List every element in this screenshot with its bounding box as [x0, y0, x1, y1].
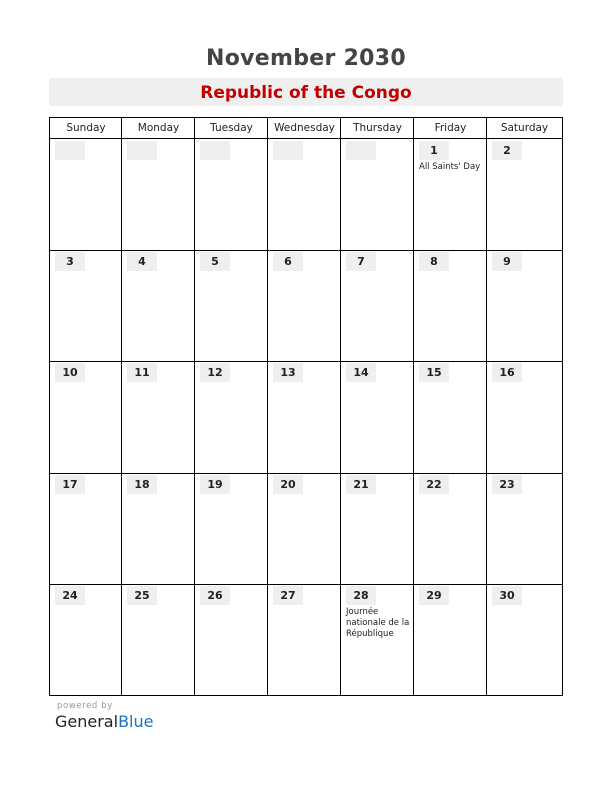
day-number: 25 [127, 586, 157, 605]
holiday-label: All Saints' Day [419, 162, 481, 172]
weekday-header: Friday [434, 122, 467, 134]
day-number: 2 [492, 141, 522, 160]
day-number: 28 [346, 586, 376, 605]
day-number: 24 [55, 586, 85, 605]
day-cell[interactable] [195, 250, 268, 361]
day-number [346, 141, 376, 160]
day-cell[interactable] [268, 361, 341, 472]
day-cell[interactable] [195, 473, 268, 584]
day-number: 9 [492, 252, 522, 271]
day-number: 26 [200, 586, 230, 605]
day-number [273, 141, 303, 160]
brand-name-part2: Blue [118, 712, 154, 731]
day-cell[interactable] [195, 584, 268, 695]
day-number: 10 [55, 363, 85, 382]
day-number: 14 [346, 363, 376, 382]
generalblue-logo[interactable] [55, 712, 153, 731]
day-cell[interactable] [122, 473, 195, 584]
day-cell[interactable] [195, 361, 268, 472]
day-number: 17 [55, 475, 85, 494]
day-cell [268, 139, 341, 250]
weekday-header: Saturday [500, 122, 549, 134]
day-number: 27 [273, 586, 303, 605]
day-number [55, 141, 85, 160]
day-cell[interactable] [341, 250, 414, 361]
day-cell[interactable] [487, 361, 562, 472]
day-number: 19 [200, 475, 230, 494]
day-number: 8 [419, 252, 449, 271]
day-number: 22 [419, 475, 449, 494]
holiday-label: Journée nationale de la République [346, 607, 410, 639]
day-number: 29 [419, 586, 449, 605]
day-cell[interactable] [50, 584, 122, 695]
day-number: 18 [127, 475, 157, 494]
day-cell[interactable] [122, 250, 195, 361]
day-number [127, 141, 157, 160]
day-cell[interactable] [341, 584, 414, 695]
powered-by-label: powered by [57, 701, 113, 711]
day-number: 21 [346, 475, 376, 494]
day-number: 16 [492, 363, 522, 382]
day-cell[interactable] [414, 139, 487, 250]
day-cell [195, 139, 268, 250]
weekday-header: Monday [137, 122, 180, 134]
day-cell[interactable] [268, 584, 341, 695]
day-number: 30 [492, 586, 522, 605]
day-cell[interactable] [122, 361, 195, 472]
weekday-header: Tuesday [210, 122, 253, 134]
day-number: 13 [273, 363, 303, 382]
day-cell[interactable] [341, 361, 414, 472]
day-cell[interactable] [268, 473, 341, 584]
day-number: 23 [492, 475, 522, 494]
day-cell[interactable] [414, 584, 487, 695]
day-cell[interactable] [268, 250, 341, 361]
day-number: 11 [127, 363, 157, 382]
country-banner [49, 78, 563, 106]
weekday-header: Sunday [66, 122, 106, 134]
day-cell[interactable] [414, 473, 487, 584]
day-cell[interactable] [50, 250, 122, 361]
day-cell[interactable] [487, 250, 562, 361]
day-cell [122, 139, 195, 250]
day-cell[interactable] [341, 473, 414, 584]
day-cell[interactable] [414, 361, 487, 472]
day-cell [50, 139, 122, 250]
brand-name-part1: General [55, 712, 119, 731]
weekday-header: Thursday [353, 122, 402, 134]
day-cell[interactable] [487, 584, 562, 695]
day-number: 5 [200, 252, 230, 271]
day-number: 3 [55, 252, 85, 271]
day-number: 15 [419, 363, 449, 382]
day-cell [341, 139, 414, 250]
day-cell[interactable] [487, 139, 562, 250]
day-number: 12 [200, 363, 230, 382]
day-number: 1 [419, 141, 449, 160]
day-number [200, 141, 230, 160]
day-number: 20 [273, 475, 303, 494]
calendar-grid [49, 117, 563, 696]
country-name: Republic of the Congo [200, 83, 412, 103]
weekday-header: Wednesday [274, 122, 335, 134]
day-cell[interactable] [50, 361, 122, 472]
day-cell[interactable] [414, 250, 487, 361]
day-number: 4 [127, 252, 157, 271]
day-number: 6 [273, 252, 303, 271]
day-cell[interactable] [122, 584, 195, 695]
day-number: 7 [346, 252, 376, 271]
day-cell[interactable] [487, 473, 562, 584]
day-cell[interactable] [50, 473, 122, 584]
page-title: November 2030 [205, 46, 407, 71]
